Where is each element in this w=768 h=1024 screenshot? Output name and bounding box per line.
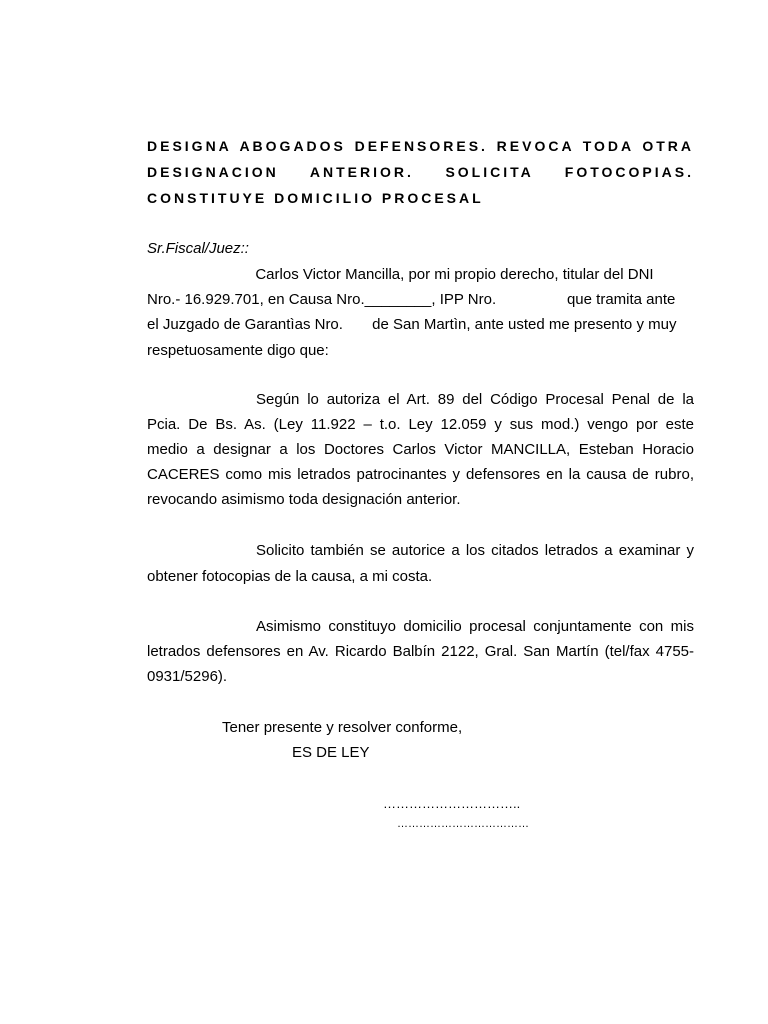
paragraph-4-line-3: 0931/5296). [147,668,228,685]
paragraph-2-line-5: revocando asimismo toda designación anterior. [147,491,461,508]
paragraph-2-line-3: medio a designar a los Doctores Carlos Victor MANCILLA, Esteban Horacio [147,441,694,458]
closing-es-de-ley: ES DE LEY [292,744,370,761]
signature-line-2: ……………………………… [397,818,529,830]
paragraph-1-line-2: Nro.- 16.929.701, en Causa Nro.________, IPP Nro. que tramita ante [147,291,676,308]
paragraph-3-line-2: obtener fotocopias de la causa, a mi costa. [147,568,433,585]
document-title-line-1: DESIGNA ABOGADOS DEFENSORES. REVOCA TODA OTRA [147,138,694,154]
paragraph-1-line-3: el Juzgado de Garantìas Nro. de San Martìn, ante usted me presento y muy [147,316,677,333]
salutation: Sr.Fiscal/Juez:: [147,240,249,257]
paragraph-1-line-4: respetuosamente digo que: [147,342,329,359]
document-title-line-2: DESIGNACION ANTERIOR. SOLICITA FOTOCOPIAS. [147,164,694,180]
paragraph-2-line-2: Pcia. De Bs. As. (Ley 11.922 – t.o. Ley 12.059 y sus mod.) vengo por este [147,416,694,433]
paragraph-2-line-4: CACERES como mis letrados patrocinantes y defensores en la causa de rubro, [147,466,694,483]
document-title-line-3: CONSTITUYE DOMICILIO PROCESAL [147,190,484,206]
signature-line-1: ………………………….. [383,796,521,811]
paragraph-2-line-1: Según lo autoriza el Art. 89 del Código Procesal Penal de la [256,391,694,408]
paragraph-1-line-1: Carlos Victor Mancilla, por mi propio derecho, titular del DNI [147,266,654,283]
paragraph-4-line-2: letrados defensores en Av. Ricardo Balbín 2122, Gral. San Martín (tel/fax 4755- [147,643,694,660]
paragraph-4-line-1: Asimismo constituyo domicilio procesal conjuntamente con mis [256,618,694,635]
paragraph-3-line-1: Solicito también se autorice a los citados letrados a examinar y [256,542,694,559]
closing-request: Tener presente y resolver conforme, [222,719,463,736]
